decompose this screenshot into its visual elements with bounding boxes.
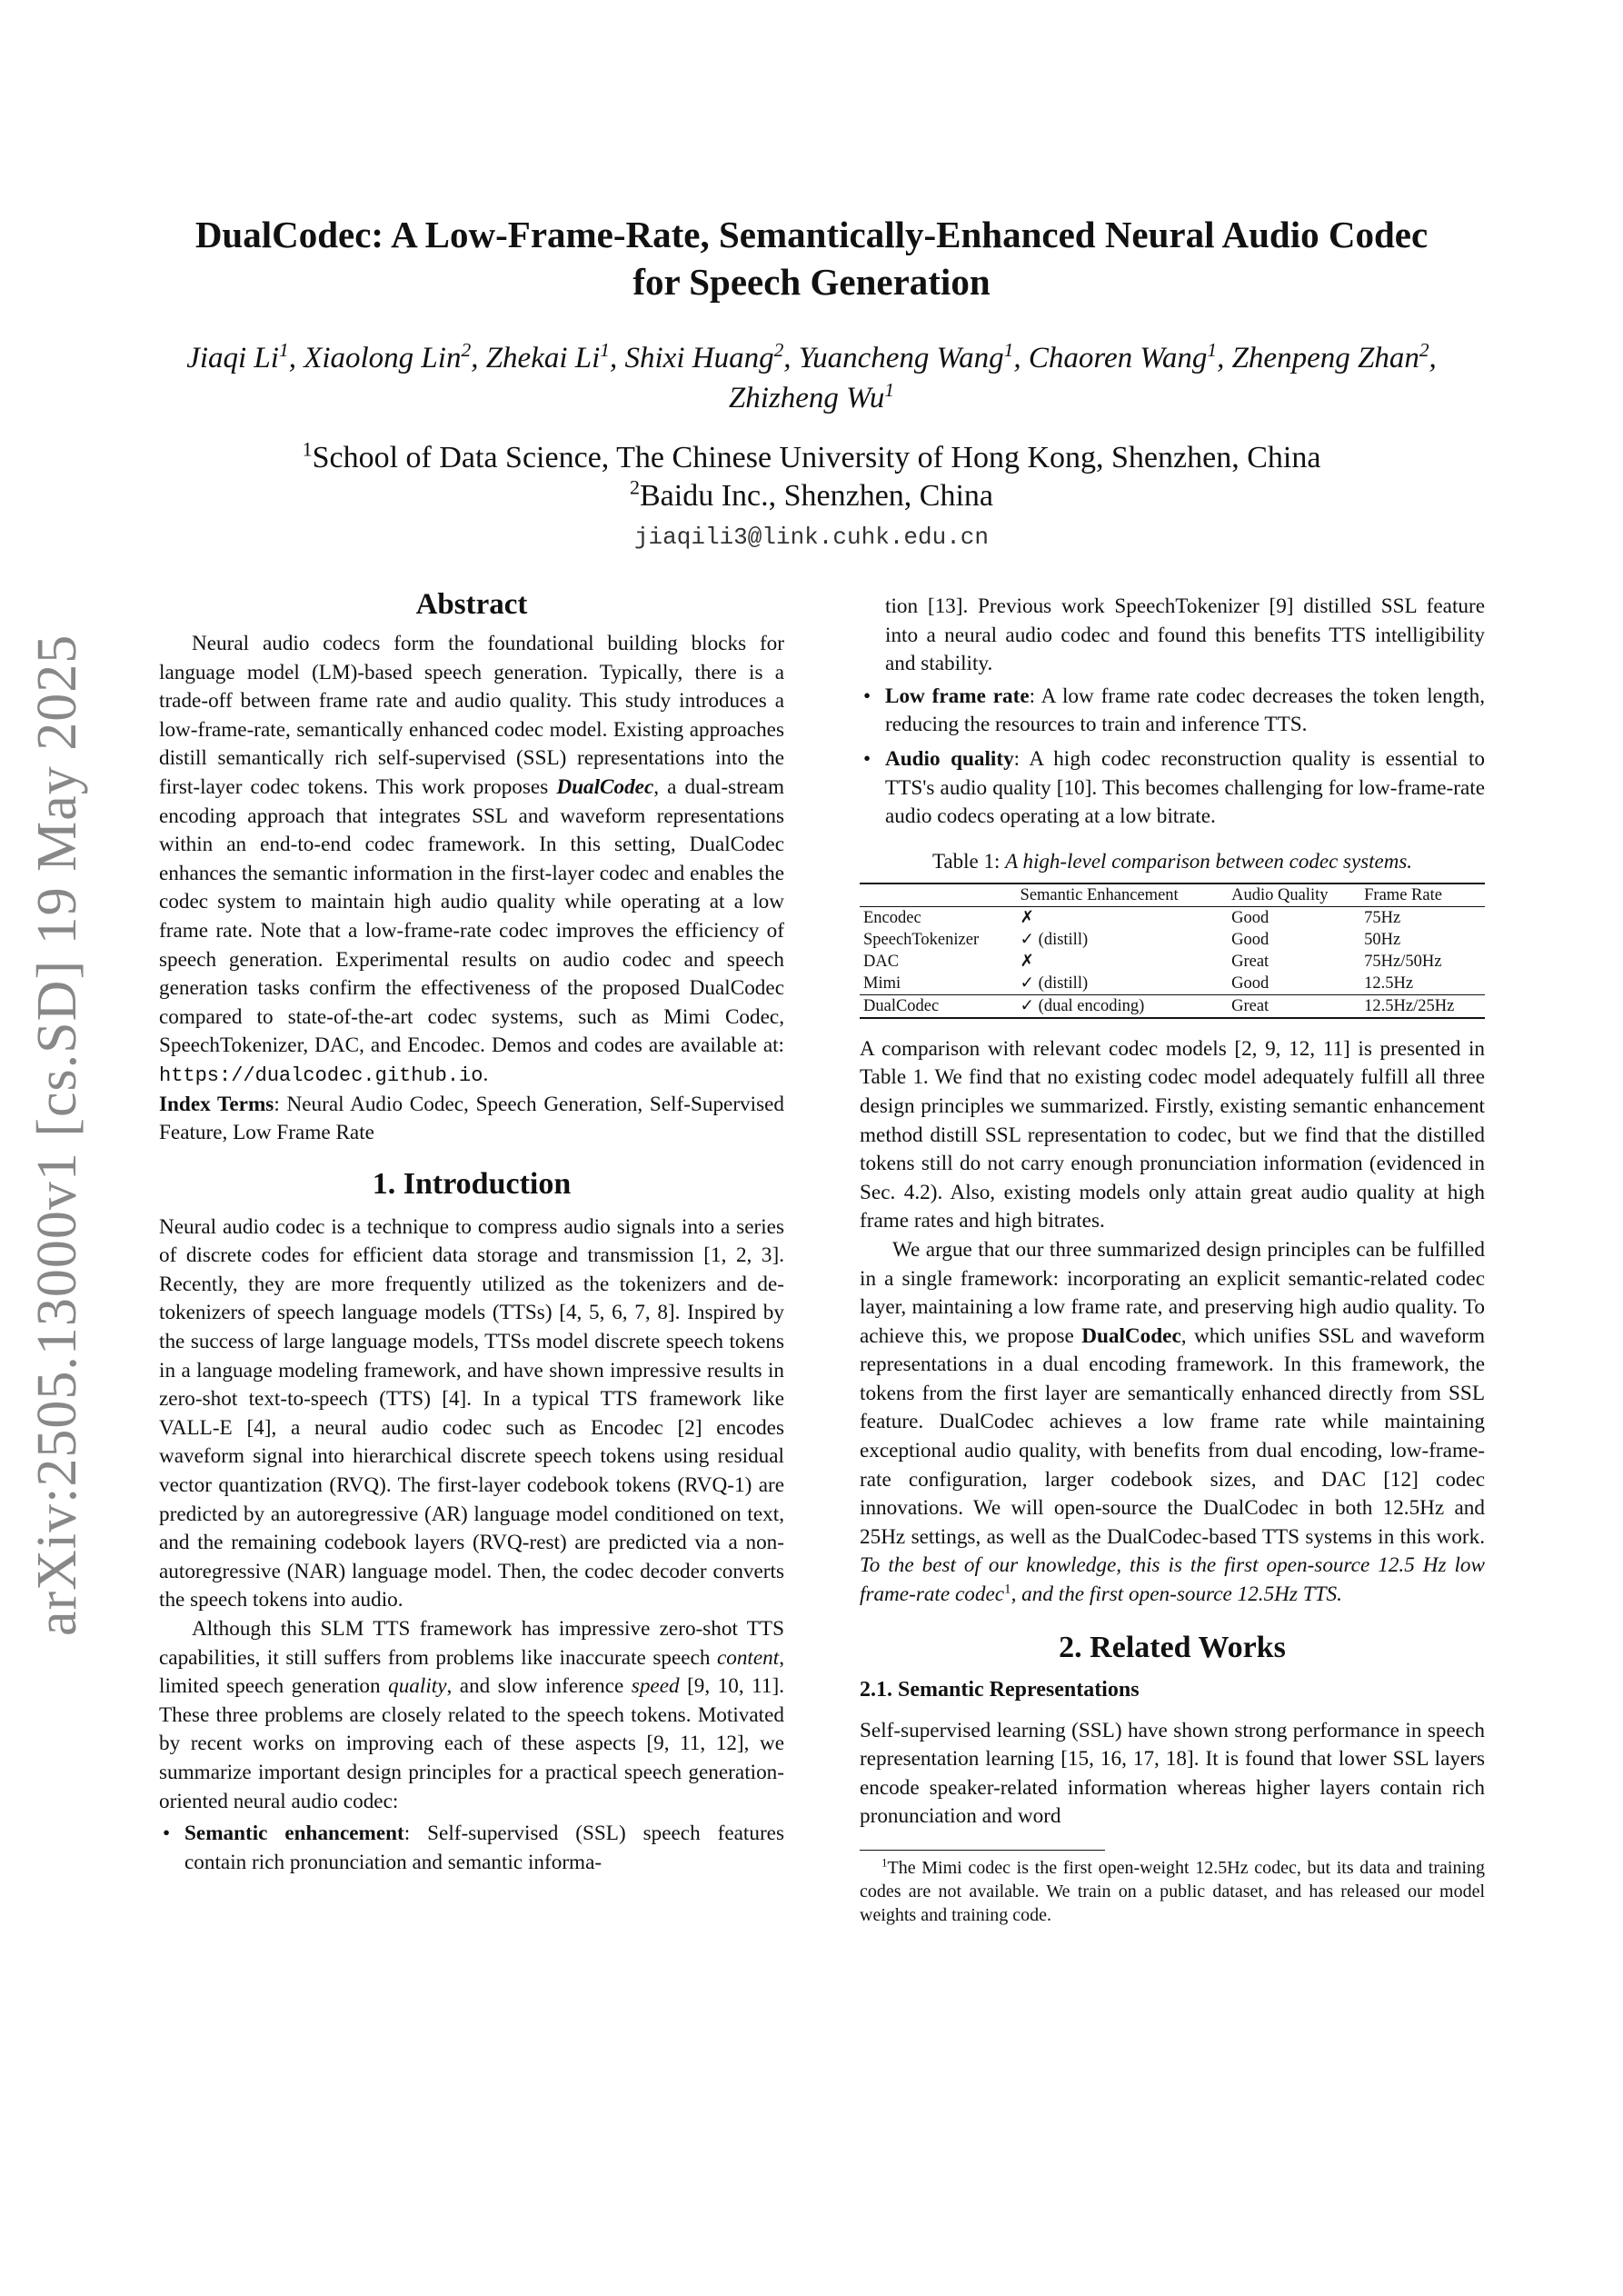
table-row-dualcodec: DualCodec ✓ (dual encoding) Great 12.5Hz/25Hz <box>860 994 1485 1018</box>
author: Zhekai Li <box>485 342 601 374</box>
table-caption: Table 1: A high-level comparison between codec systems. <box>931 849 1413 873</box>
intro-paragraph-1: Neural audio codec is a technique to compress audio signals into a series of discrete codes for efficient data storage and transmission [1, 2, 3]. Recently, they are more frequently utilized as the tokenizers and de-tokenizers of speech language models (TTSs) [4, 5, 6, 7, 8]. Inspired by the success of large language models, TTSs model discrete speech tokens in a language modeling framework, and have shown impressive results in zero-shot text-to-speech (TTS) [4]. In a typical TTS framework like VALL-E [4], a neural audio codec such as Encodec [2] encodes waveform signal into hierarchical discrete speech tokens using residual vector quantization (RVQ). The first-layer codebook tokens (RVQ-1) are predicted by an autoregressive (AR) language model conditioned on text, and the remaining codebook layers (RVQ-rest) are predicted via a non-autoregressive (NAR) language model. Then, the codec decoder converts the speech tokens into audio. <box>159 1214 784 1612</box>
title-line-2: for Speech Generation <box>632 261 991 303</box>
affiliation-1: $^1$School of Data Science, The Chinese University of Hong Kong, Shenzhen, China <box>302 437 1321 474</box>
paper-title <box>109 211 1514 305</box>
list-item: • Audio quality: A high codec reconstruction quality is essential to TTS's audio quality [10]. This becomes challenging for low-frame-rate audio codecs operating at a low bitrate. <box>860 745 1485 832</box>
author-affil: 1 <box>884 379 895 401</box>
author-affil: 2 <box>773 339 784 361</box>
right-column <box>860 593 1485 1927</box>
author-affil: 1 <box>278 339 289 361</box>
demo-link[interactable]: https://dualcodec.github.io <box>159 1063 483 1087</box>
arxiv-stamp: arXiv:2505.13000v1 [cs.SD] 19 May 2025 <box>26 634 88 1636</box>
affiliation-2: $^2$Baidu Inc., Shenzhen, China <box>629 475 994 513</box>
design-principles-list <box>159 1820 784 1877</box>
author-list: Jiaqi Li$^1$, Xiaolong Lin$^2$, Zhekai Li$^1$, Shixi Huang$^2$, Yuancheng Wang$^1$, Chaoren Wang$^1$, Zhenpeng Zhan$^2$, Zhizheng Wu$^1$ <box>186 339 1437 414</box>
list-item: • Low frame rate: A low frame rate codec decreases the token length, reducing the resources to train and inference TTS. <box>860 683 1485 740</box>
table-row: Mimi ✓ (distill) Good 12.5Hz <box>863 973 1414 993</box>
abstract-emph: DualCodec <box>556 774 654 799</box>
author-affil: 1 <box>1207 339 1218 361</box>
intro-paragraph-2: Although this SLM TTS framework has impressive zero-shot TTS capabilities, it still suffers from problems like inaccurate speech content, limited speech generation quality, and slow inference speed [9, 10, 11]. These three problems are closely related to the speech tokens. Motivated by recent works on improving each of these aspects [9, 11, 12], we summarize important design principles for a practical speech generation-oriented neural audio codec: <box>159 1617 784 1813</box>
author-affil: 2 <box>461 339 472 361</box>
related-paragraph-1: Self-supervised learning (SSL) have shown strong performance in speech representation learning [15, 16, 17, 18]. It is found that lower SSL layers encode speaker-related information whereas higher layers contain rich pronunciation and word <box>860 1718 1485 1829</box>
author: Jiaqi Li <box>186 342 279 374</box>
table-header-row: Semantic Enhancement Audio Quality Frame Rate <box>860 883 1485 907</box>
author-affil: 1 <box>1003 339 1014 361</box>
author: Zhizheng Wu <box>728 382 885 414</box>
bullet-continuation: tion [13]. Previous work SpeechTokenizer [9] distilled SSL feature into a neural audio codec and found this benefits TTS intelligibility and stability. <box>885 594 1485 676</box>
author: Xiaolong Lin <box>304 342 462 374</box>
author: Chaoren Wang <box>1028 342 1208 374</box>
affiliations <box>109 439 1514 515</box>
contact-email: jiaqili3@link.cuhk.edu.cn <box>633 524 990 551</box>
footnote-rule <box>860 1850 1105 1851</box>
related-heading: 2. Related Works <box>1059 1630 1286 1664</box>
author-affil: 1 <box>600 339 610 361</box>
list-item: • Semantic enhancement: Self-supervised (SSL) speech features contain rich pronunciation and semantic informa- <box>159 1820 784 1877</box>
title-line-1: DualCodec: A Low-Frame-Rate, Semantically-Enhanced Neural Audio Codec <box>194 214 1429 255</box>
right-paragraph-1: A comparison with relevant codec models [2, 9, 12, 11] is presented in Table 1. We find that no existing codec model adequately fulfill all three design principles we summarized. Firstly, existing semantic enhancement method distill SSL representation to codec, but we find that the distilled tokens still do not carry enough pronunciation information (evidenced in Sec. 4.2). Also, existing models only attain great audio quality at high frame rates and high bitrates. <box>860 1036 1485 1233</box>
index-terms: Index Terms: Neural Audio Codec, Speech Generation, Self-Supervised Feature, Low Frame Rate <box>159 1092 784 1145</box>
author: Zhenpeng Zhan <box>1231 342 1419 374</box>
design-principles-list-cont <box>860 683 1485 832</box>
footnote: $^1$The Mimi codec is the first open-weight 12.5Hz codec, but its data and training codes are not available. We train on a public dataset, and has released our model weights and training code. <box>860 1850 1485 1927</box>
abstract-heading: Abstract <box>415 588 528 621</box>
left-column <box>159 586 784 1882</box>
comparison-table <box>860 883 1485 1019</box>
intro-heading: 1. Introduction <box>372 1166 572 1201</box>
abstract-text: Neural audio codecs form the foundational building blocks for language model (LM)-based speech generation. Typically, there is a trade-off between frame rate and audio quality. This study introduces a low-frame-rate, semantically enhanced codec model. Existing approaches distill semantically rich self-supervised (SSL) representations into the first-layer codec tokens. This work proposes DualCodec, a dual-stream encoding approach that integrates SSL and waveform representations within an end-to-end codec framework. In this setting, DualCodec enhances the semantic information in the first-layer codec and enables the codec system to maintain high audio quality while operating at a low frame rate. Note that a low-frame-rate codec improves the efficiency of speech generation. Experimental results on audio codec and speech generation tasks confirm the effectiveness of the proposed DualCodec compared to state-of-the-art codec systems, such as Mimi Codec, SpeechTokenizer, DAC, and Encodec. Demos and codes are available at: https://dualcodec.github.io. <box>159 632 784 1087</box>
right-paragraph-2: We argue that our three summarized design principles can be fulfilled in a single framework: incorporating an explicit semantic-related codec layer, maintaining a low frame rate, and preserving high audio quality. To achieve this, we propose DualCodec, which unifies SSL and waveform representations in a dual encoding framework. In this framework, the tokens from the first layer are semantically enhanced directly from SSL feature. DualCodec achieves a low frame rate while maintaining exceptional audio quality, with benefits from dual encoding, low-frame-rate configuration, larger codebook sizes, and DAC [12] codec innovations. We will open-source the DualCodec in both 12.5Hz and 25Hz settings, as well as the DualCodec-based TTS systems in this work. To the best of our knowledge, this is the first open-source 12.5 Hz low frame-rate codec$^1$, and the first open-source 12.5Hz TTS. <box>860 1237 1485 1607</box>
author: Yuancheng Wang <box>798 342 1004 374</box>
author-affil: 2 <box>1419 339 1429 361</box>
footnote-marker: 1 <box>1004 1582 1011 1597</box>
table-row: DAC ✗ Great 75Hz/50Hz <box>863 952 1442 971</box>
author: Shixi Huang <box>624 342 774 374</box>
related-subheading: 2.1. Semantic Representations <box>860 1677 1140 1702</box>
table-row: SpeechTokenizer ✓ (distill) Good 50Hz <box>863 930 1401 949</box>
table-row: Encodec ✗ Good 75Hz <box>863 908 1401 927</box>
